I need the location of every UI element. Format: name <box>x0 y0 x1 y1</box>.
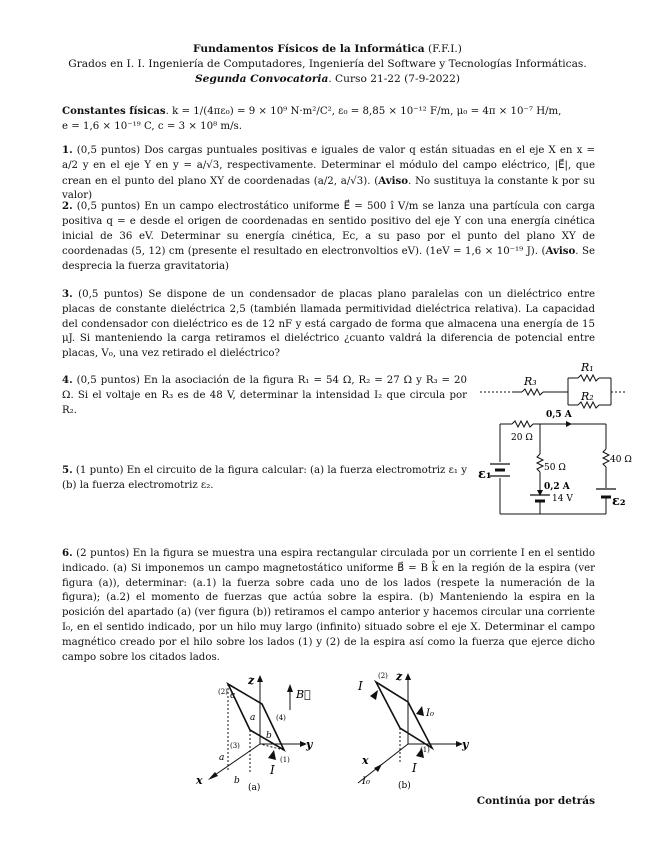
svg-text:0,2 A: 0,2 A <box>544 482 570 492</box>
r3-resistor <box>522 389 543 395</box>
svg-text:ε₁: ε₁ <box>478 467 492 482</box>
svg-text:x: x <box>196 774 203 787</box>
resistor-50 <box>537 454 543 472</box>
svg-text:(a): (a) <box>248 783 261 793</box>
x-axis-arrow <box>208 772 218 780</box>
svg-text:(1): (1) <box>420 746 430 754</box>
battery-e1 <box>490 464 510 476</box>
svg-text:(4): (4) <box>276 714 286 722</box>
z-axis-arrow-b <box>405 673 411 680</box>
svg-text:b: b <box>234 776 240 786</box>
b-field-arrow <box>287 684 293 692</box>
question-4: 4. (0,5 puntos) En la asociación de la figura R₁ = 54 Ω, R₂ = 27 Ω y R₃ = 20 Ω. Si el voltaje en R₃ es de 48 V, determinar la intensidad I₂ que circula por R₂. <box>62 374 467 416</box>
svg-text:y: y <box>462 738 469 751</box>
svg-text:a: a <box>219 753 225 763</box>
svg-text:(1): (1) <box>280 756 290 764</box>
figure-b <box>348 668 478 796</box>
resistor-20 <box>512 421 533 427</box>
svg-text:20 Ω: 20 Ω <box>511 433 533 443</box>
svg-text:z: z <box>248 674 255 687</box>
svg-text:z: z <box>396 670 403 683</box>
svg-text:I₀: I₀ <box>426 708 434 719</box>
svg-text:I: I <box>412 761 417 775</box>
question-5: 5. (1 punto) En el circuito de la figura calcular: (a) la fuerza electromotriz ε₁ y (b) la fuerza electromotriz ε₂. <box>62 464 467 491</box>
svg-text:a: a <box>250 713 256 723</box>
svg-text:0,5 A: 0,5 A <box>546 410 572 420</box>
exam-header <box>40 42 615 87</box>
r1-resistor <box>578 375 599 381</box>
svg-text:14 V: 14 V <box>552 494 573 504</box>
i0-field-arrow <box>416 706 424 716</box>
svg-text:40 Ω: 40 Ω <box>610 455 632 465</box>
question-6: 6. (2 puntos) En la figura se muestra una espira rectangular circulada por un corriente I en el sentido indicado. (a) Si imponemos un campo magnetostático uniforme B⃗ = B k̂ en la región de la espira (ver figura (a)), determinar: (a.1) la fuerza sobre cada uno de los lados (respete la numeración de la figura); (a.2) el momento de fuerzas que actúa sobre la espira. (b) Manteniendo la espira en la posición del apartado (a) (ver figura (b)) retiramos el campo anterior y hacemos circular una corriente I₀, en el sentido indicado, por un hilo muy largo (infinito) situado sobre el eje X. Determinar el campo magnético creado por el hilo sobre los lados (1) y (2) de la espira así como la fuerza que ejerce dicho campo sobre los citados lados. <box>62 547 595 663</box>
circuit-figure <box>478 404 632 520</box>
svg-text:x: x <box>362 754 369 767</box>
svg-text:I: I <box>358 679 363 693</box>
svg-text:(2): (2) <box>218 688 228 696</box>
svg-text:R₂: R₂ <box>581 390 594 403</box>
continue-note: Continúa por detrás <box>476 795 595 807</box>
svg-text:y: y <box>306 738 313 751</box>
svg-text:R₃: R₃ <box>524 375 537 388</box>
svg-text:b: b <box>266 731 272 741</box>
current-arrow <box>268 750 276 760</box>
question-3: 3. (0,5 puntos) Se dispone de un condensador de placas plano paralelas con un dieléctrico entre placas de constante dieléctrica 2,5 (también llamada permitividad dieléctrica relativa). La capacidad del condensador con dieléctrico es de 12 nF y está cargado de forma que almacena una energía de 15 μJ. Si manteniendo la carga retiramos el dieléctrico ¿cuanto valdrá la diferencia de potencial entre placas, V₀, una vez retirado el dieléctrico? <box>62 288 595 360</box>
constants-block: Constantes físicas. k = 1/(4πε₀) = 9 × 10⁹ N·m²/C², ε₀ = 8,85 × 10⁻¹² F/m, μ₀ = 4π × 10⁻⁷ H/m, e = 1,6 × 10⁻¹⁹ C, c = 3 × 10⁸ m/s. <box>62 105 562 132</box>
svg-text:B⃗: B⃗ <box>296 688 311 701</box>
degrees-line: Grados en I. I. Ingeniería de Computadores, Ingeniería del Software y Tecnologías Informáticas. <box>68 58 587 70</box>
svg-text:I₀: I₀ <box>362 776 370 787</box>
question-1: 1. (0,5 puntos) Dos cargas puntuales positivas e iguales de valor q están situadas en el eje X en x = a/2 y en el eje Y en y = a/√3, respectivamente. Determinar el módulo del campo eléctrico, |E⃗|, que crean en el punto del plano XY de coordenadas (a/2, a/√3). (Aviso. No sustituya la constante k por su valor) <box>62 144 596 202</box>
svg-text:R₁: R₁ <box>581 361 594 374</box>
i0-arrow <box>374 764 382 772</box>
session-line: Segunda Convocatoria. Curso 21-22 (7-9-2022) <box>194 73 460 85</box>
svg-text:(3): (3) <box>230 742 240 750</box>
course-title: Fundamentos Físicos de la Informática (F.F.I.) <box>193 43 462 55</box>
svg-text:ε₂: ε₂ <box>612 494 626 509</box>
svg-text:50 Ω: 50 Ω <box>544 463 566 473</box>
current-arrow-b1 <box>370 690 378 700</box>
question-2: 2. (0,5 puntos) En un campo electrostático uniforme E⃗ = 500 î V/m se lanza una partícula con carga positiva q = e desde el origen de coordenadas en sentido positivo del eje Y con una energía cinética inicial de 36 eV. Determinar su energía cinética, Ec, a su paso por el punto del plano XY de coordenadas (5, 12) cm (presente el resultado en electronvoltios eV). (1eV = 1,6 × 10⁻¹⁹ J). (Aviso. Se desprecia la fuerza gravitatoria) <box>62 200 595 273</box>
svg-text:(2): (2) <box>378 672 388 680</box>
svg-text:(b): (b) <box>398 781 411 791</box>
arrow-current-0.5 <box>566 421 572 427</box>
resistor-40 <box>603 449 609 467</box>
z-axis-arrow <box>257 675 263 682</box>
figure-a <box>190 672 325 797</box>
svg-text:c: c <box>230 691 236 701</box>
svg-text:I: I <box>270 763 275 777</box>
